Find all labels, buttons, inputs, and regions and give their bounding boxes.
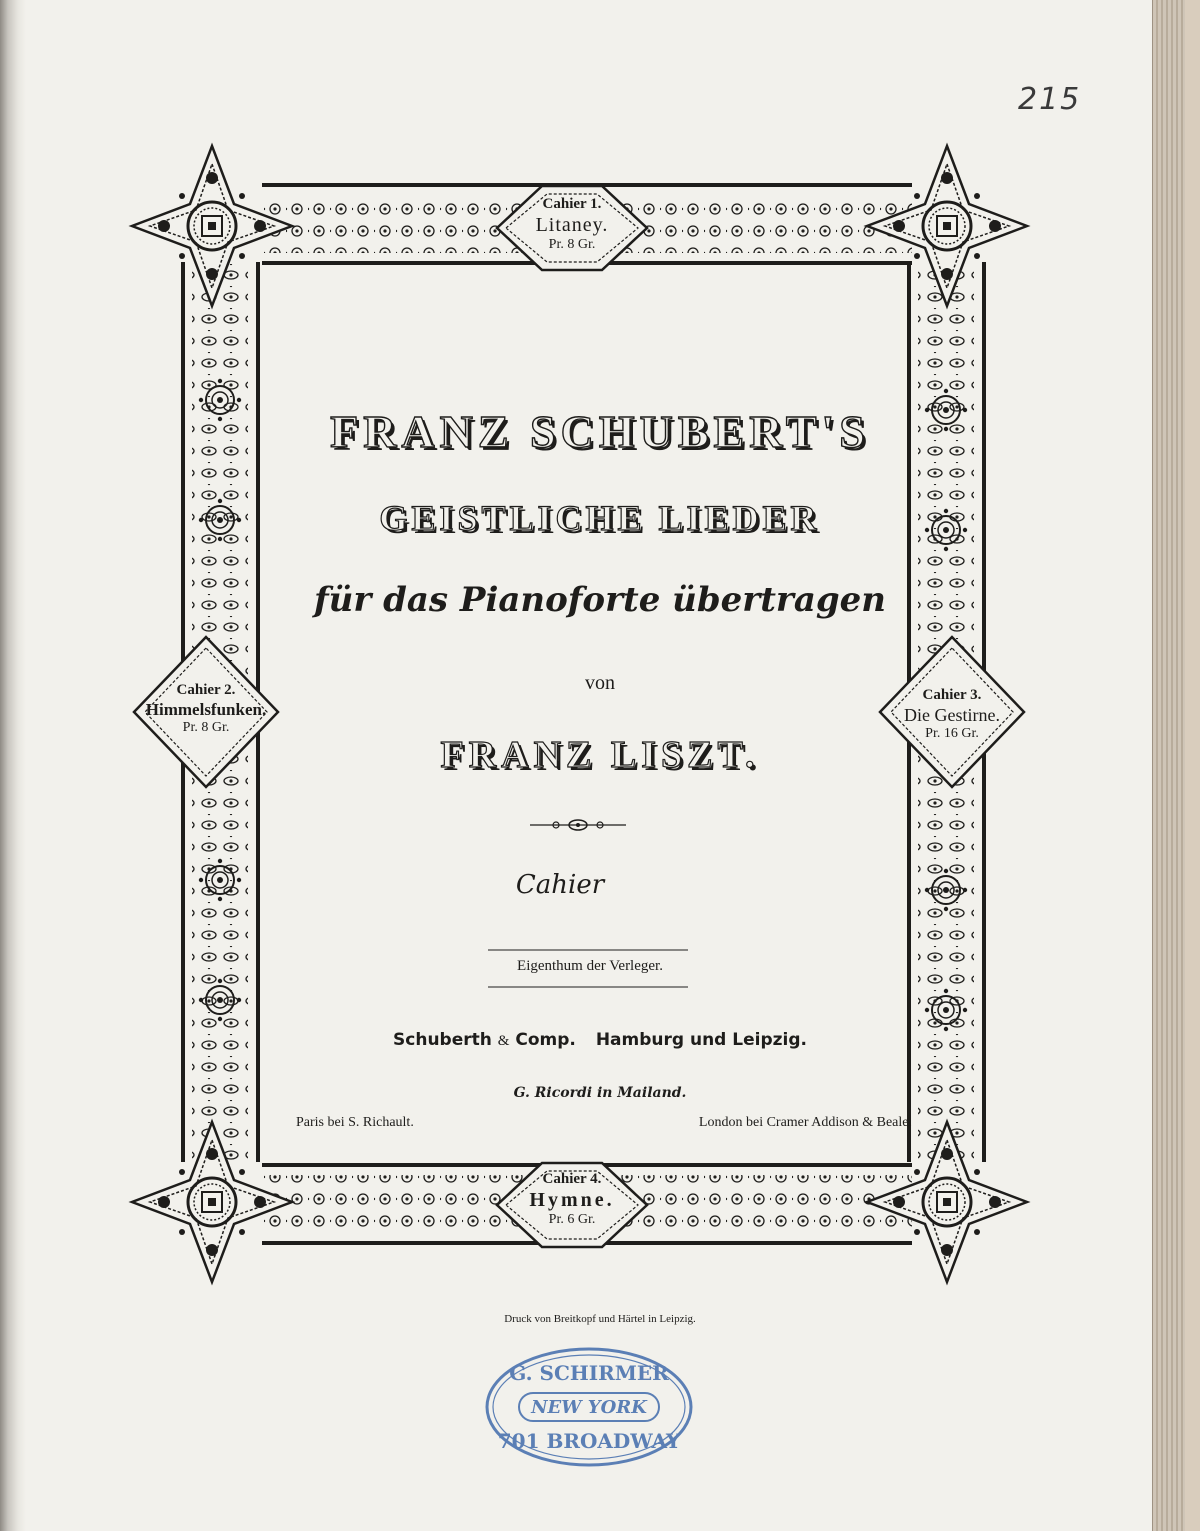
cahier-2-name: Himmelsfunken. [145,700,267,719]
title-cahier-word: Cahier [515,870,605,900]
corner-ornament-bottom-left [132,1122,292,1282]
publisher-name: Schuberth [393,1030,492,1050]
schirmer-stamp [483,1345,695,1469]
cahier-1-price: Pr. 8 Gr. [548,237,596,252]
cahier-4-label [502,1172,642,1227]
property-notice: Eigenthum der Verleger. [517,958,663,974]
cahier-1-name: Litaney. [535,214,609,236]
title-main: FRANZ SCHUBERT'S [330,406,870,457]
cahier-3-price: Pr. 16 Gr. [925,726,979,741]
corner-ornament-bottom-right [867,1122,1027,1282]
publisher-place: Hamburg und Leipzig. [595,1030,807,1050]
title-subtitle: GEISTLICHE LIEDER [379,498,821,538]
cahier-3-title: Cahier 3. [922,687,982,703]
cahier-3-label [882,688,1022,741]
title-composer: FRANZ LISZT. [440,734,760,776]
cahier-2-price: Pr. 8 Gr. [182,720,230,735]
corner-ornament-top-left [132,146,292,306]
agent-paris: Paris bei S. Richault. [296,1115,414,1130]
cahier-1-title: Cahier 1. [542,196,602,212]
pencil-annotation: 215 [1018,82,1082,117]
title-by: von [585,672,615,694]
title-instrumentation: für das Pianoforte übertragen [314,580,886,620]
agent-milan: G. Ricordi in Mailand. [513,1085,687,1101]
cahier-4-title: Cahier 4. [542,1171,602,1187]
cahier-4-name: Hymne. [529,1189,615,1211]
stamp-line-1: G. SCHIRMER [509,1361,669,1385]
publisher-line [300,1030,900,1050]
publisher-comp: Comp. [515,1030,576,1050]
printer-credit: Druck von Breitkopf und Härtel in Leipzig. [504,1313,696,1325]
publisher-amp: & [497,1033,510,1049]
cahier-4-price: Pr. 6 Gr. [548,1212,596,1227]
stamp-line-2: NEW YORK [531,1397,647,1418]
cahier-3-name: Die Gestirne. [904,705,1000,725]
cahier-1-label [502,197,642,252]
stamp-line-3: 701 BROADWAY [497,1429,681,1453]
agent-london: London bei Cramer Addison & Beale. [698,1115,912,1130]
cahier-2-title: Cahier 2. [176,682,236,698]
cahier-2-label [136,683,276,735]
flourish-divider [530,820,626,830]
corner-ornament-top-right [867,146,1027,306]
